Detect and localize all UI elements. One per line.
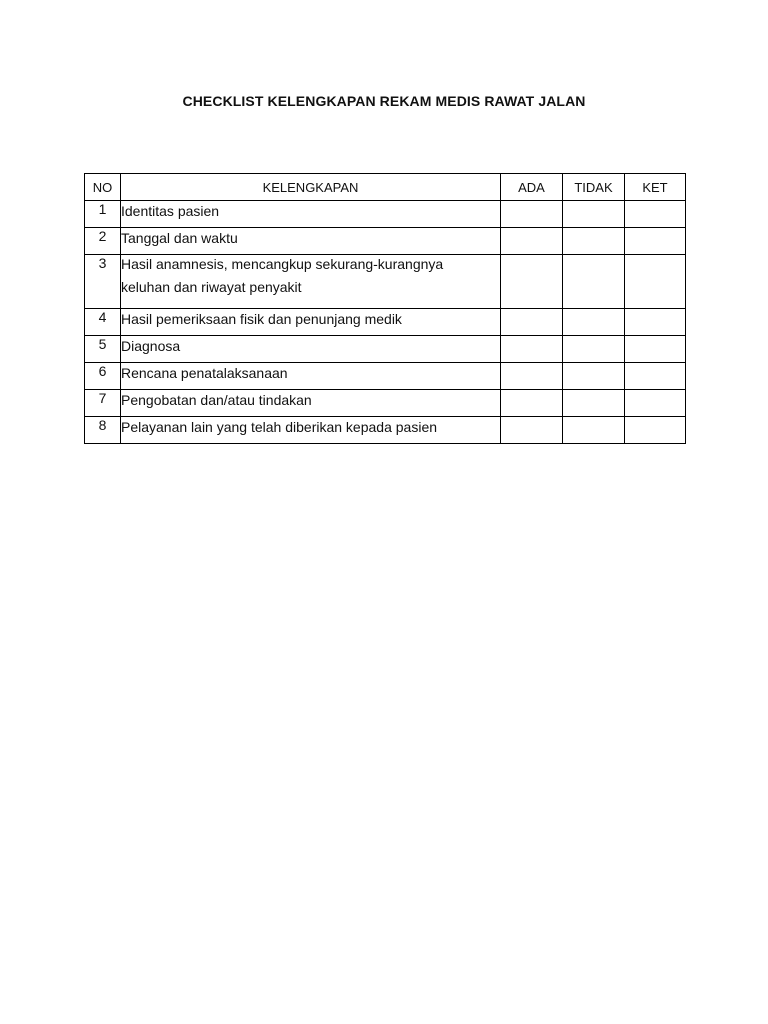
ada-cell[interactable] — [501, 417, 563, 444]
ket-cell[interactable] — [625, 228, 686, 255]
row-item-text-line2: keluhan dan riwayat penyakit — [121, 279, 302, 295]
ket-cell[interactable] — [625, 201, 686, 228]
row-item-text-line1: Hasil anamnesis, mencangkup sekurang-kurangnya — [121, 256, 444, 272]
table-row — [85, 255, 686, 309]
row-item — [121, 201, 501, 228]
row-number: 3 — [85, 255, 121, 309]
ket-cell[interactable] — [625, 336, 686, 363]
table-row — [85, 201, 686, 228]
header-tidak: TIDAK — [563, 174, 625, 201]
ket-cell[interactable] — [625, 255, 686, 309]
table-row — [85, 336, 686, 363]
header-ada: ADA — [501, 174, 563, 201]
tidak-cell[interactable] — [563, 228, 625, 255]
ada-cell[interactable] — [501, 309, 563, 336]
row-item — [121, 390, 501, 417]
ada-cell[interactable] — [501, 336, 563, 363]
ada-cell[interactable] — [501, 201, 563, 228]
table-row — [85, 363, 686, 390]
row-number: 8 — [85, 417, 121, 444]
row-number: 1 — [85, 201, 121, 228]
row-item-text: Identitas pasien — [121, 203, 220, 219]
tidak-cell[interactable] — [563, 336, 625, 363]
tidak-cell[interactable] — [563, 201, 625, 228]
ada-cell[interactable] — [501, 228, 563, 255]
ket-cell[interactable] — [625, 363, 686, 390]
table-row — [85, 417, 686, 444]
row-item — [121, 309, 501, 336]
row-number: 6 — [85, 363, 121, 390]
row-item — [121, 336, 501, 363]
document-title: CHECKLIST KELENGKAPAN REKAM MEDIS RAWAT JALAN — [182, 93, 586, 109]
row-number: 7 — [85, 390, 121, 417]
row-item — [121, 255, 501, 309]
ada-cell[interactable] — [501, 390, 563, 417]
tidak-cell[interactable] — [563, 390, 625, 417]
ada-cell[interactable] — [501, 363, 563, 390]
tidak-cell[interactable] — [563, 309, 625, 336]
tidak-cell[interactable] — [563, 363, 625, 390]
row-item-text: Tanggal dan waktu — [121, 230, 238, 246]
ada-cell[interactable] — [501, 255, 563, 309]
header-ket: KET — [625, 174, 686, 201]
row-item — [121, 417, 501, 444]
row-item-text: Pengobatan dan/atau tindakan — [121, 392, 312, 408]
row-item — [121, 363, 501, 390]
ket-cell[interactable] — [625, 309, 686, 336]
table-header-row — [85, 174, 686, 201]
row-number: 2 — [85, 228, 121, 255]
row-item-text: Hasil pemeriksaan fisik dan penunjang medik — [121, 311, 402, 327]
header-kelengkapan: KELENGKAPAN — [121, 174, 501, 201]
table-row — [85, 309, 686, 336]
checklist-table — [84, 173, 686, 444]
header-no: NO — [85, 174, 121, 201]
row-item-text: Pelayanan lain yang telah diberikan kepada pasien — [121, 419, 438, 435]
tidak-cell[interactable] — [563, 417, 625, 444]
table-row — [85, 390, 686, 417]
ket-cell[interactable] — [625, 390, 686, 417]
row-number: 4 — [85, 309, 121, 336]
row-item-text: Rencana penatalaksanaan — [121, 365, 288, 381]
tidak-cell[interactable] — [563, 255, 625, 309]
row-number: 5 — [85, 336, 121, 363]
row-item-text: Diagnosa — [121, 338, 181, 354]
ket-cell[interactable] — [625, 417, 686, 444]
